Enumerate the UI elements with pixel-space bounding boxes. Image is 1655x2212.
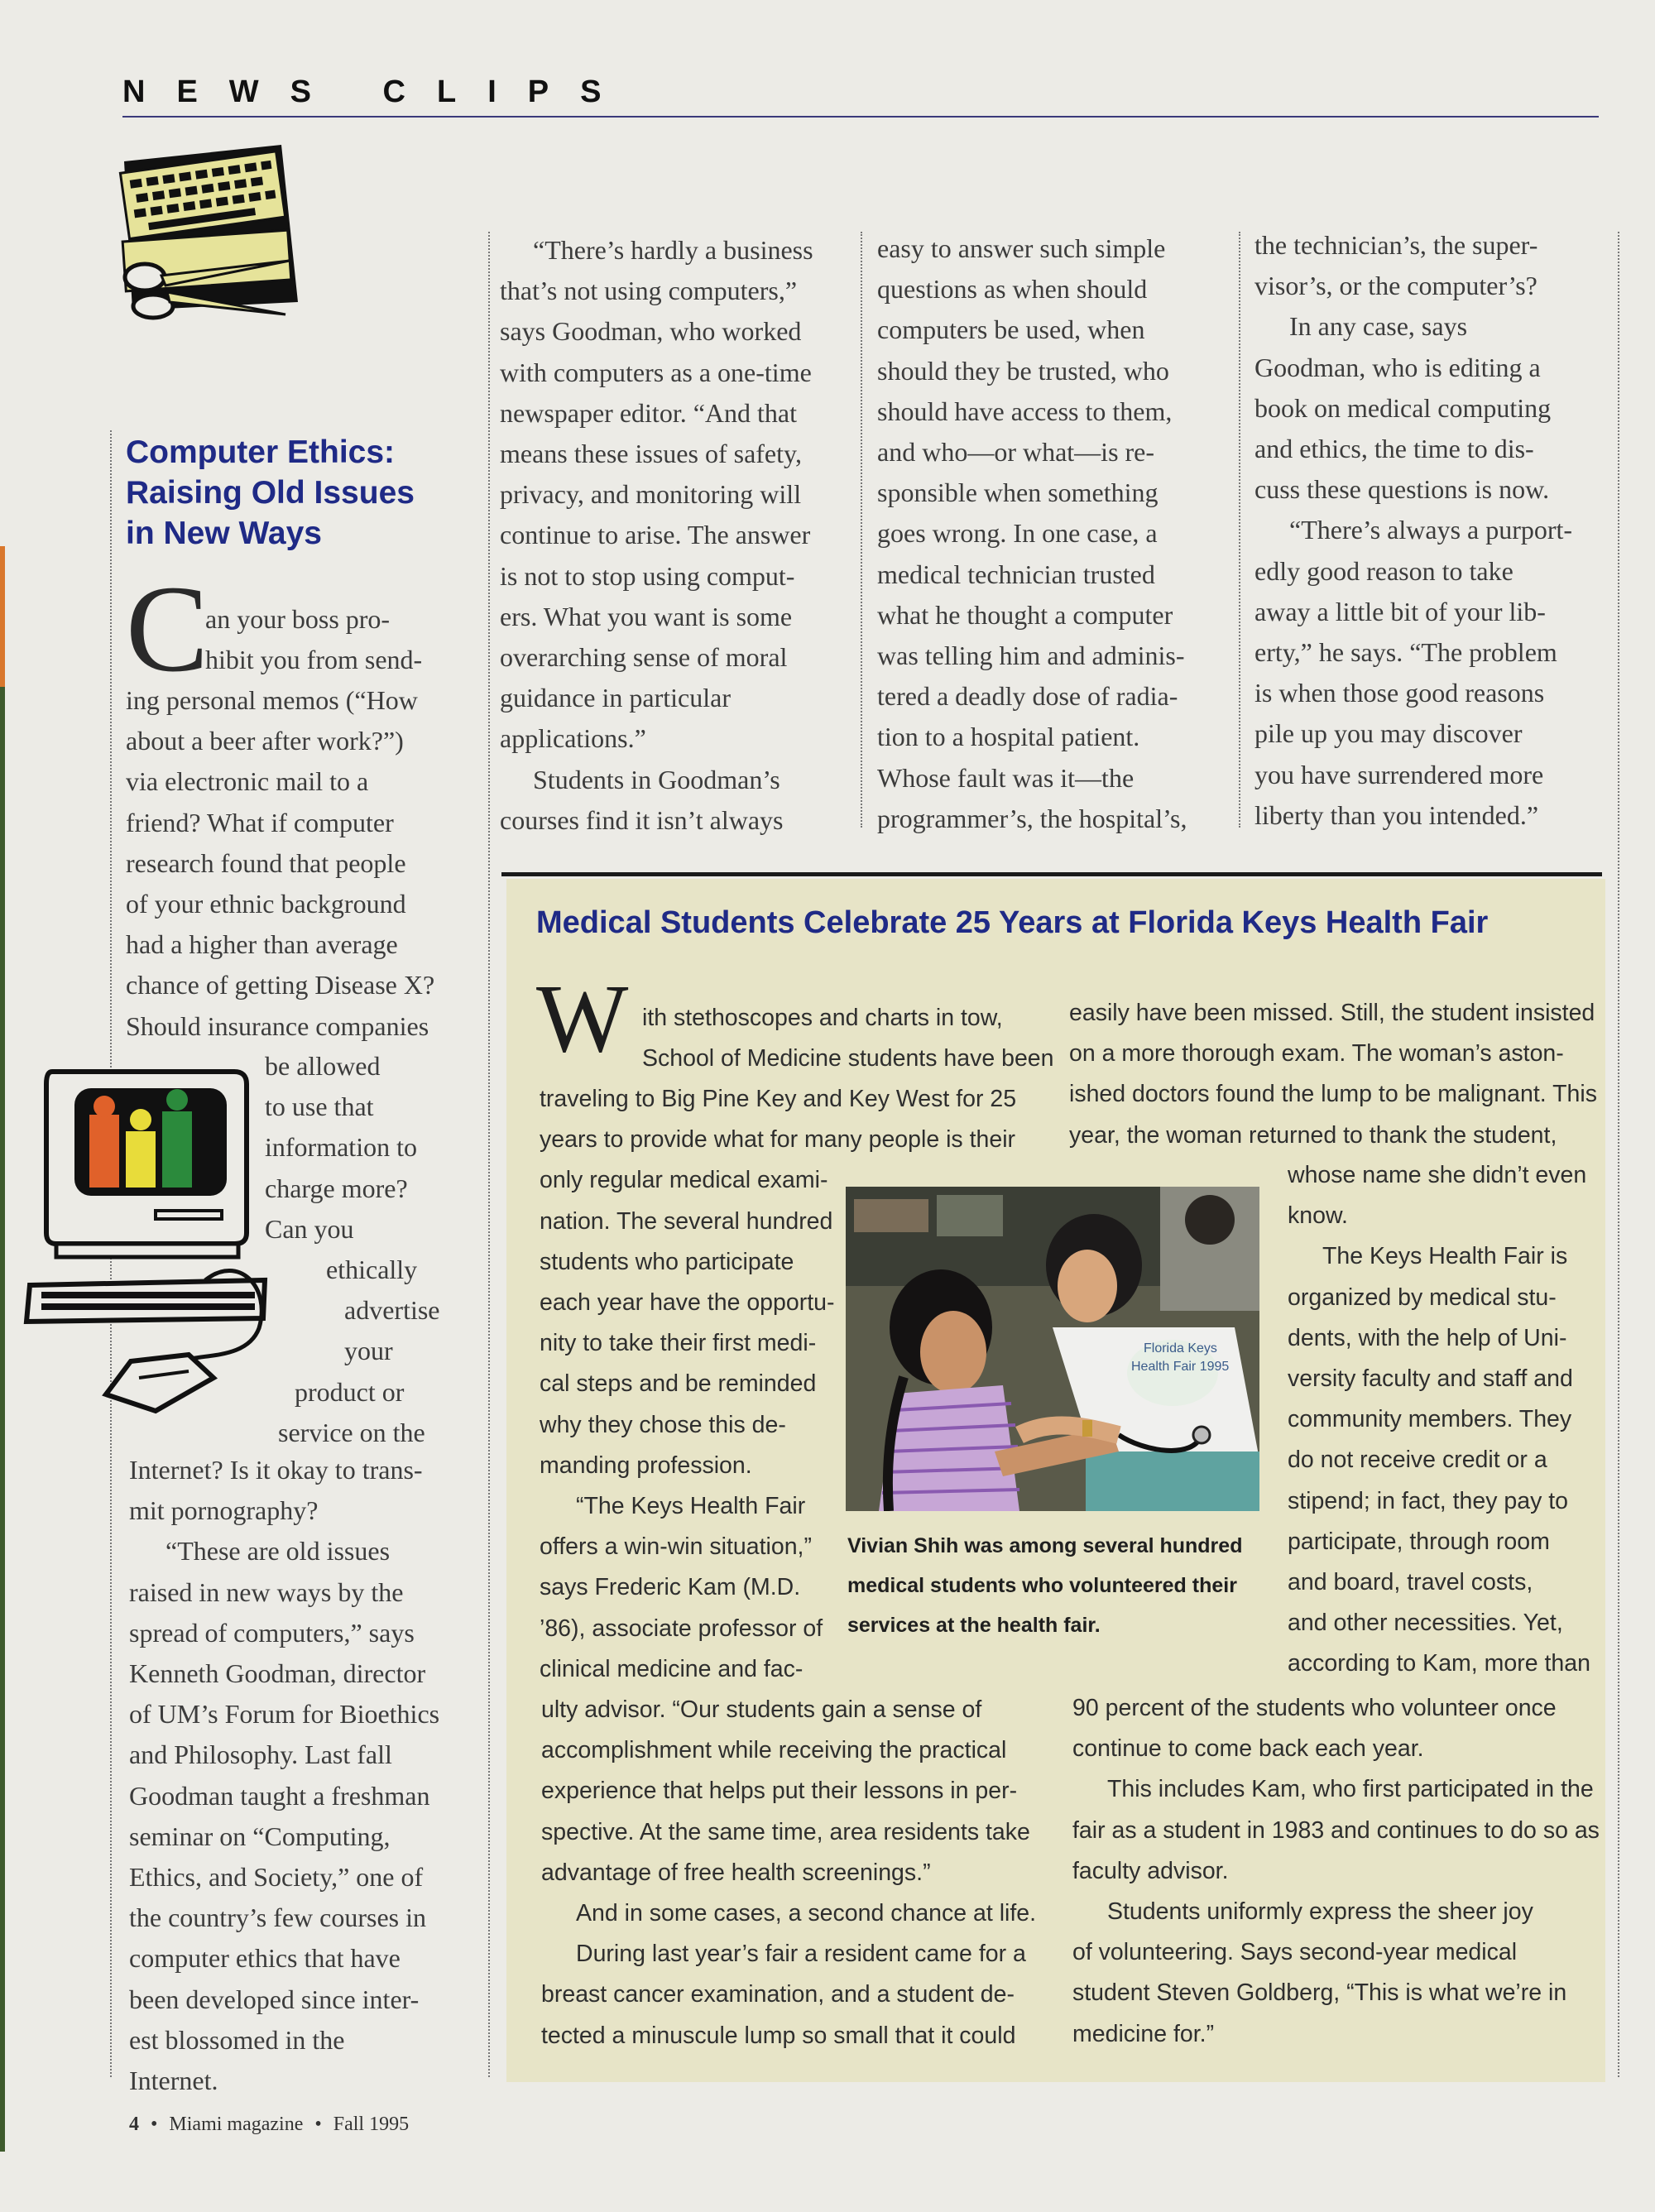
text-line: of your ethnic background: [126, 889, 406, 919]
text-line: liberty than you intended.”: [1254, 799, 1539, 830]
text-line: and other necessities. Yet,: [1288, 1610, 1563, 1637]
text-line: hibit you from send-: [205, 645, 423, 675]
text-line: nity to take their first medi-: [540, 1330, 817, 1357]
left-edge-strip-green: [0, 687, 5, 2152]
column-rule-5: [1618, 232, 1619, 2077]
text-line: medical technician trusted: [877, 559, 1155, 589]
text-line: clinical medicine and fac-: [540, 1655, 804, 1682]
text-line: means these issues of safety,: [500, 439, 802, 469]
text-line: is when those good reasons: [1254, 678, 1545, 708]
photo-caption: [847, 1526, 1261, 1645]
text-line: was telling him and adminis-: [877, 641, 1185, 671]
text-line: should have access to them,: [877, 396, 1173, 426]
text-line: is not to stop using comput-: [500, 560, 795, 591]
text-line: that’s not using computers,”: [500, 276, 798, 306]
text-line: year, the woman returned to thank the student,: [1069, 1121, 1557, 1149]
text-line: know.: [1288, 1202, 1348, 1230]
text-line: continue to arise. The answer: [500, 520, 811, 550]
text-line: This includes Kam, who first participated in the: [1107, 1776, 1594, 1803]
folio-separator: •: [151, 2114, 158, 2135]
text-line: spective. At the same time, area residents take: [541, 1818, 1030, 1845]
text-line: overarching sense of moral: [500, 642, 788, 673]
text-line: why they chose this de-: [540, 1411, 786, 1438]
text-line: about a beer after work?”): [126, 726, 404, 756]
text-line: participate, through room: [1288, 1528, 1550, 1555]
drop-cap: W: [536, 964, 629, 1072]
caption-line: medical students who volunteered their: [847, 1574, 1237, 1597]
text-line: erty,” he says. “The problem: [1254, 637, 1557, 668]
lead-paragraph: [205, 599, 544, 680]
text-line: of UM’s Forum for Bioethics: [129, 1699, 440, 1730]
text-line: only regular medical exami-: [540, 1167, 828, 1194]
text-line: do not receive credit or a: [1288, 1447, 1547, 1474]
text-line: and Philosophy. Last fall: [129, 1739, 392, 1770]
text-line: of volunteering. Says second-year medical: [1072, 1939, 1518, 1966]
text-line: medicine for.”: [1072, 2020, 1215, 2047]
column-rule-4: [1239, 232, 1240, 828]
article-title-health-fair: Medical Students Celebrate 25 Years at Florida Keys Health Fair: [536, 905, 1489, 940]
text-line: ith stethoscopes and charts in tow,: [642, 1005, 1003, 1031]
text-line: students who participate: [540, 1248, 794, 1275]
folio-separator: •: [314, 2114, 322, 2135]
article1-column2: [500, 230, 856, 841]
text-line: Whose fault was it—the: [877, 762, 1135, 793]
text-line: Internet? Is it okay to trans-: [129, 1455, 423, 1485]
text-line: be allowed: [265, 1051, 381, 1081]
article1-column1-bottom: [129, 1450, 477, 2101]
text-line: computers be used, when: [877, 314, 1145, 345]
text-line: cal steps and be reminded: [540, 1370, 817, 1398]
text-line: what he thought a computer: [877, 599, 1173, 630]
text-line: questions as when should: [877, 274, 1148, 305]
text-line: organized by medical stu-: [1288, 1284, 1557, 1311]
text-line: versity faculty and staff and: [1288, 1365, 1573, 1393]
text-line: should they be trusted, who: [877, 355, 1169, 386]
text-line: visor’s, or the computer’s?: [1254, 271, 1537, 301]
text-line: and ethics, the time to dis-: [1254, 434, 1534, 464]
text-line: stipend; in fact, they pay to: [1288, 1487, 1569, 1514]
text-line: pile up you may discover: [1254, 718, 1523, 749]
text-line: product or: [295, 1376, 405, 1407]
text-line: tered a deadly dose of radia-: [877, 681, 1178, 712]
text-line: ers. What you want is some: [500, 601, 793, 631]
text-line: easy to answer such simple: [877, 233, 1166, 263]
text-line: Goodman, who is editing a: [1254, 352, 1541, 382]
text-line: nation. The several hundred: [540, 1207, 833, 1235]
title-line: Computer Ethics:: [126, 434, 396, 470]
column-rule-3: [861, 232, 862, 828]
text-line: the country’s few courses in: [129, 1903, 427, 1933]
text-line: an your boss pro-: [205, 604, 391, 634]
text-line: ulty advisor. “Our students gain a sense of: [541, 1696, 982, 1723]
article2-lead: [642, 998, 1054, 1079]
article2-left-bottom: [541, 1690, 1036, 2056]
text-line: charge more?: [265, 1173, 408, 1203]
text-line: est blossomed in the: [129, 2024, 345, 2055]
text-line: “The Keys Health Fair: [576, 1493, 806, 1520]
text-line: During last year’s fair a resident came for a: [576, 1941, 1026, 1968]
text-line: continue to come back each year.: [1072, 1735, 1424, 1763]
text-line: dents, with the help of Uni-: [1288, 1324, 1567, 1351]
magazine-name: Miami magazine: [169, 2114, 304, 2135]
text-line: “There’s always a purport-: [1289, 515, 1573, 545]
text-line: Ethics, and Society,” one of: [129, 1862, 424, 1893]
text-line: computer ethics that have: [129, 1943, 401, 1974]
text-line: you have surrendered more: [1254, 759, 1544, 789]
text-line: newspaper editor. “And that: [500, 397, 797, 428]
page-number: 4: [129, 2114, 139, 2135]
text-line: ished doctors found the lump to be malignant. This: [1069, 1081, 1597, 1108]
text-line: breast cancer examination, and a student de-: [541, 1981, 1015, 2008]
text-line: goes wrong. In one case, a: [877, 518, 1158, 549]
text-line: 90 percent of the students who volunteer once: [1072, 1695, 1557, 1721]
text-line: and who—or what—is re-: [877, 437, 1155, 468]
text-line: says Goodman, who worked: [500, 316, 802, 347]
text-line: “There’s hardly a business: [533, 235, 813, 265]
text-line: The Keys Health Fair is: [1322, 1243, 1568, 1270]
text-line: ing personal memos (“How: [126, 685, 418, 715]
text-line: privacy, and monitoring will: [500, 479, 802, 510]
shirt-text-line: Health Fair 1995: [1131, 1360, 1230, 1374]
text-line: experience that helps put their lessons in per-: [541, 1778, 1018, 1805]
text-line: Goodman taught a freshman: [129, 1780, 430, 1811]
text-line: spread of computers,” says: [129, 1617, 415, 1648]
text-line: student Steven Goldberg, “This is what we’re in: [1072, 1979, 1567, 2007]
text-line: whose name she didn’t even: [1288, 1162, 1587, 1188]
text-line: accomplishment while receiving the practical: [541, 1737, 1007, 1764]
page-folio: [129, 2114, 409, 2136]
text-line: applications.”: [500, 723, 646, 754]
text-line: raised in new ways by the: [129, 1576, 404, 1607]
section-label: NEWS CLIPS: [122, 74, 633, 109]
text-line: easily have been missed. Still, the student insisted: [1069, 1000, 1595, 1026]
text-line: Should insurance companies: [126, 1010, 429, 1041]
text-line: to use that: [265, 1092, 374, 1122]
left-edge-strip-orange: [0, 546, 5, 687]
text-line: chance of getting Disease X?: [126, 970, 435, 1000]
text-line: ethically: [326, 1255, 418, 1285]
text-line: programmer’s, the hospital’s,: [877, 803, 1187, 833]
text-line: Students in Goodman’s: [533, 764, 780, 794]
text-line: research found that people: [126, 847, 406, 878]
text-line: says Frederic Kam (M.D.: [540, 1574, 801, 1601]
text-line: Kenneth Goodman, director: [129, 1658, 426, 1689]
text-line: Internet.: [129, 2066, 218, 2096]
computer-illustration: [23, 1063, 271, 1427]
text-line: community members. They: [1288, 1406, 1572, 1433]
text-line: offers a win-win situation,”: [540, 1533, 812, 1561]
article1-column3: [877, 228, 1233, 839]
text-line: information to: [265, 1132, 417, 1163]
text-line: away a little bit of your lib-: [1254, 596, 1546, 626]
text-line: advantage of free health screenings.”: [541, 1859, 931, 1886]
text-line: each year have the opportu-: [540, 1289, 835, 1317]
text-line: manding profession.: [540, 1451, 752, 1479]
text-line: the technician’s, the super-: [1254, 230, 1538, 260]
health-fair-photo: [846, 1187, 1259, 1511]
text-line: advertise: [344, 1295, 440, 1326]
text-line: traveling to Big Pine Key and Key West for 25: [540, 1086, 1017, 1112]
text-line: Students uniformly express the sheer joy: [1107, 1898, 1533, 1926]
drop-cap: C: [126, 560, 209, 698]
text-line: with computers as a one-time: [500, 357, 812, 387]
text-line: cuss these questions is now.: [1254, 474, 1550, 505]
article-title-computer-ethics: [126, 432, 490, 554]
article1-column1-wrap: [265, 1046, 480, 1453]
text-line: tected a minuscule lump so small that it could: [541, 2022, 1016, 2049]
text-line: been developed since inter-: [129, 1984, 420, 2014]
issue-date: Fall 1995: [333, 2114, 410, 2135]
text-line: edly good reason to take: [1254, 555, 1513, 586]
text-line: years to provide what for many people is their: [540, 1126, 1016, 1154]
text-line: And in some cases, a second chance at life.: [576, 1900, 1037, 1927]
article2-right-top: [1069, 993, 1597, 1156]
text-line: had a higher than average: [126, 929, 398, 960]
text-line: In any case, says: [1289, 311, 1468, 342]
text-line: mit pornography?: [129, 1495, 319, 1526]
title-line: Raising Old Issues: [126, 475, 415, 511]
text-line: service on the: [278, 1417, 425, 1447]
text-line: friend? What if computer: [126, 807, 394, 837]
article1-column1-top: [126, 680, 473, 1047]
article2-right-bottom: [1072, 1688, 1600, 2055]
text-line: via electronic mail to a: [126, 766, 369, 797]
article2-right-narrow: [1288, 1155, 1590, 1685]
text-line: on a more thorough exam. The woman’s aston-: [1069, 1040, 1564, 1068]
shirt-text-line: Florida Keys: [1144, 1341, 1217, 1356]
text-line: your: [344, 1336, 393, 1366]
article1-column4: [1254, 225, 1610, 836]
title-line: in New Ways: [126, 516, 322, 551]
text-line: courses find it isn’t always: [500, 804, 784, 835]
text-line: guidance in particular: [500, 683, 731, 713]
sidebar-top-rule: [501, 872, 1602, 876]
header-rule: [122, 116, 1599, 118]
text-line: School of Medicine students have been: [642, 1045, 1054, 1072]
caption-line: Vivian Shih was among several hundred: [847, 1534, 1243, 1557]
text-line: faculty advisor.: [1072, 1857, 1229, 1884]
text-line: tion to a hospital patient.: [877, 722, 1140, 752]
caption-line: services at the health fair.: [847, 1614, 1101, 1637]
text-line: sponsible when something: [877, 477, 1158, 508]
text-line: according to Kam, more than: [1288, 1650, 1590, 1677]
scissors-keyboard-illustration: [108, 137, 306, 327]
text-line: seminar on “Computing,: [129, 1821, 391, 1851]
text-line: book on medical computing: [1254, 392, 1552, 423]
text-line: Can you: [265, 1213, 354, 1244]
text-line: fair as a student in 1983 and continues to do so as: [1072, 1816, 1600, 1844]
text-line: and board, travel costs,: [1288, 1569, 1533, 1596]
text-line: “These are old issues: [166, 1536, 391, 1567]
text-line: ’86), associate professor of: [540, 1615, 823, 1642]
